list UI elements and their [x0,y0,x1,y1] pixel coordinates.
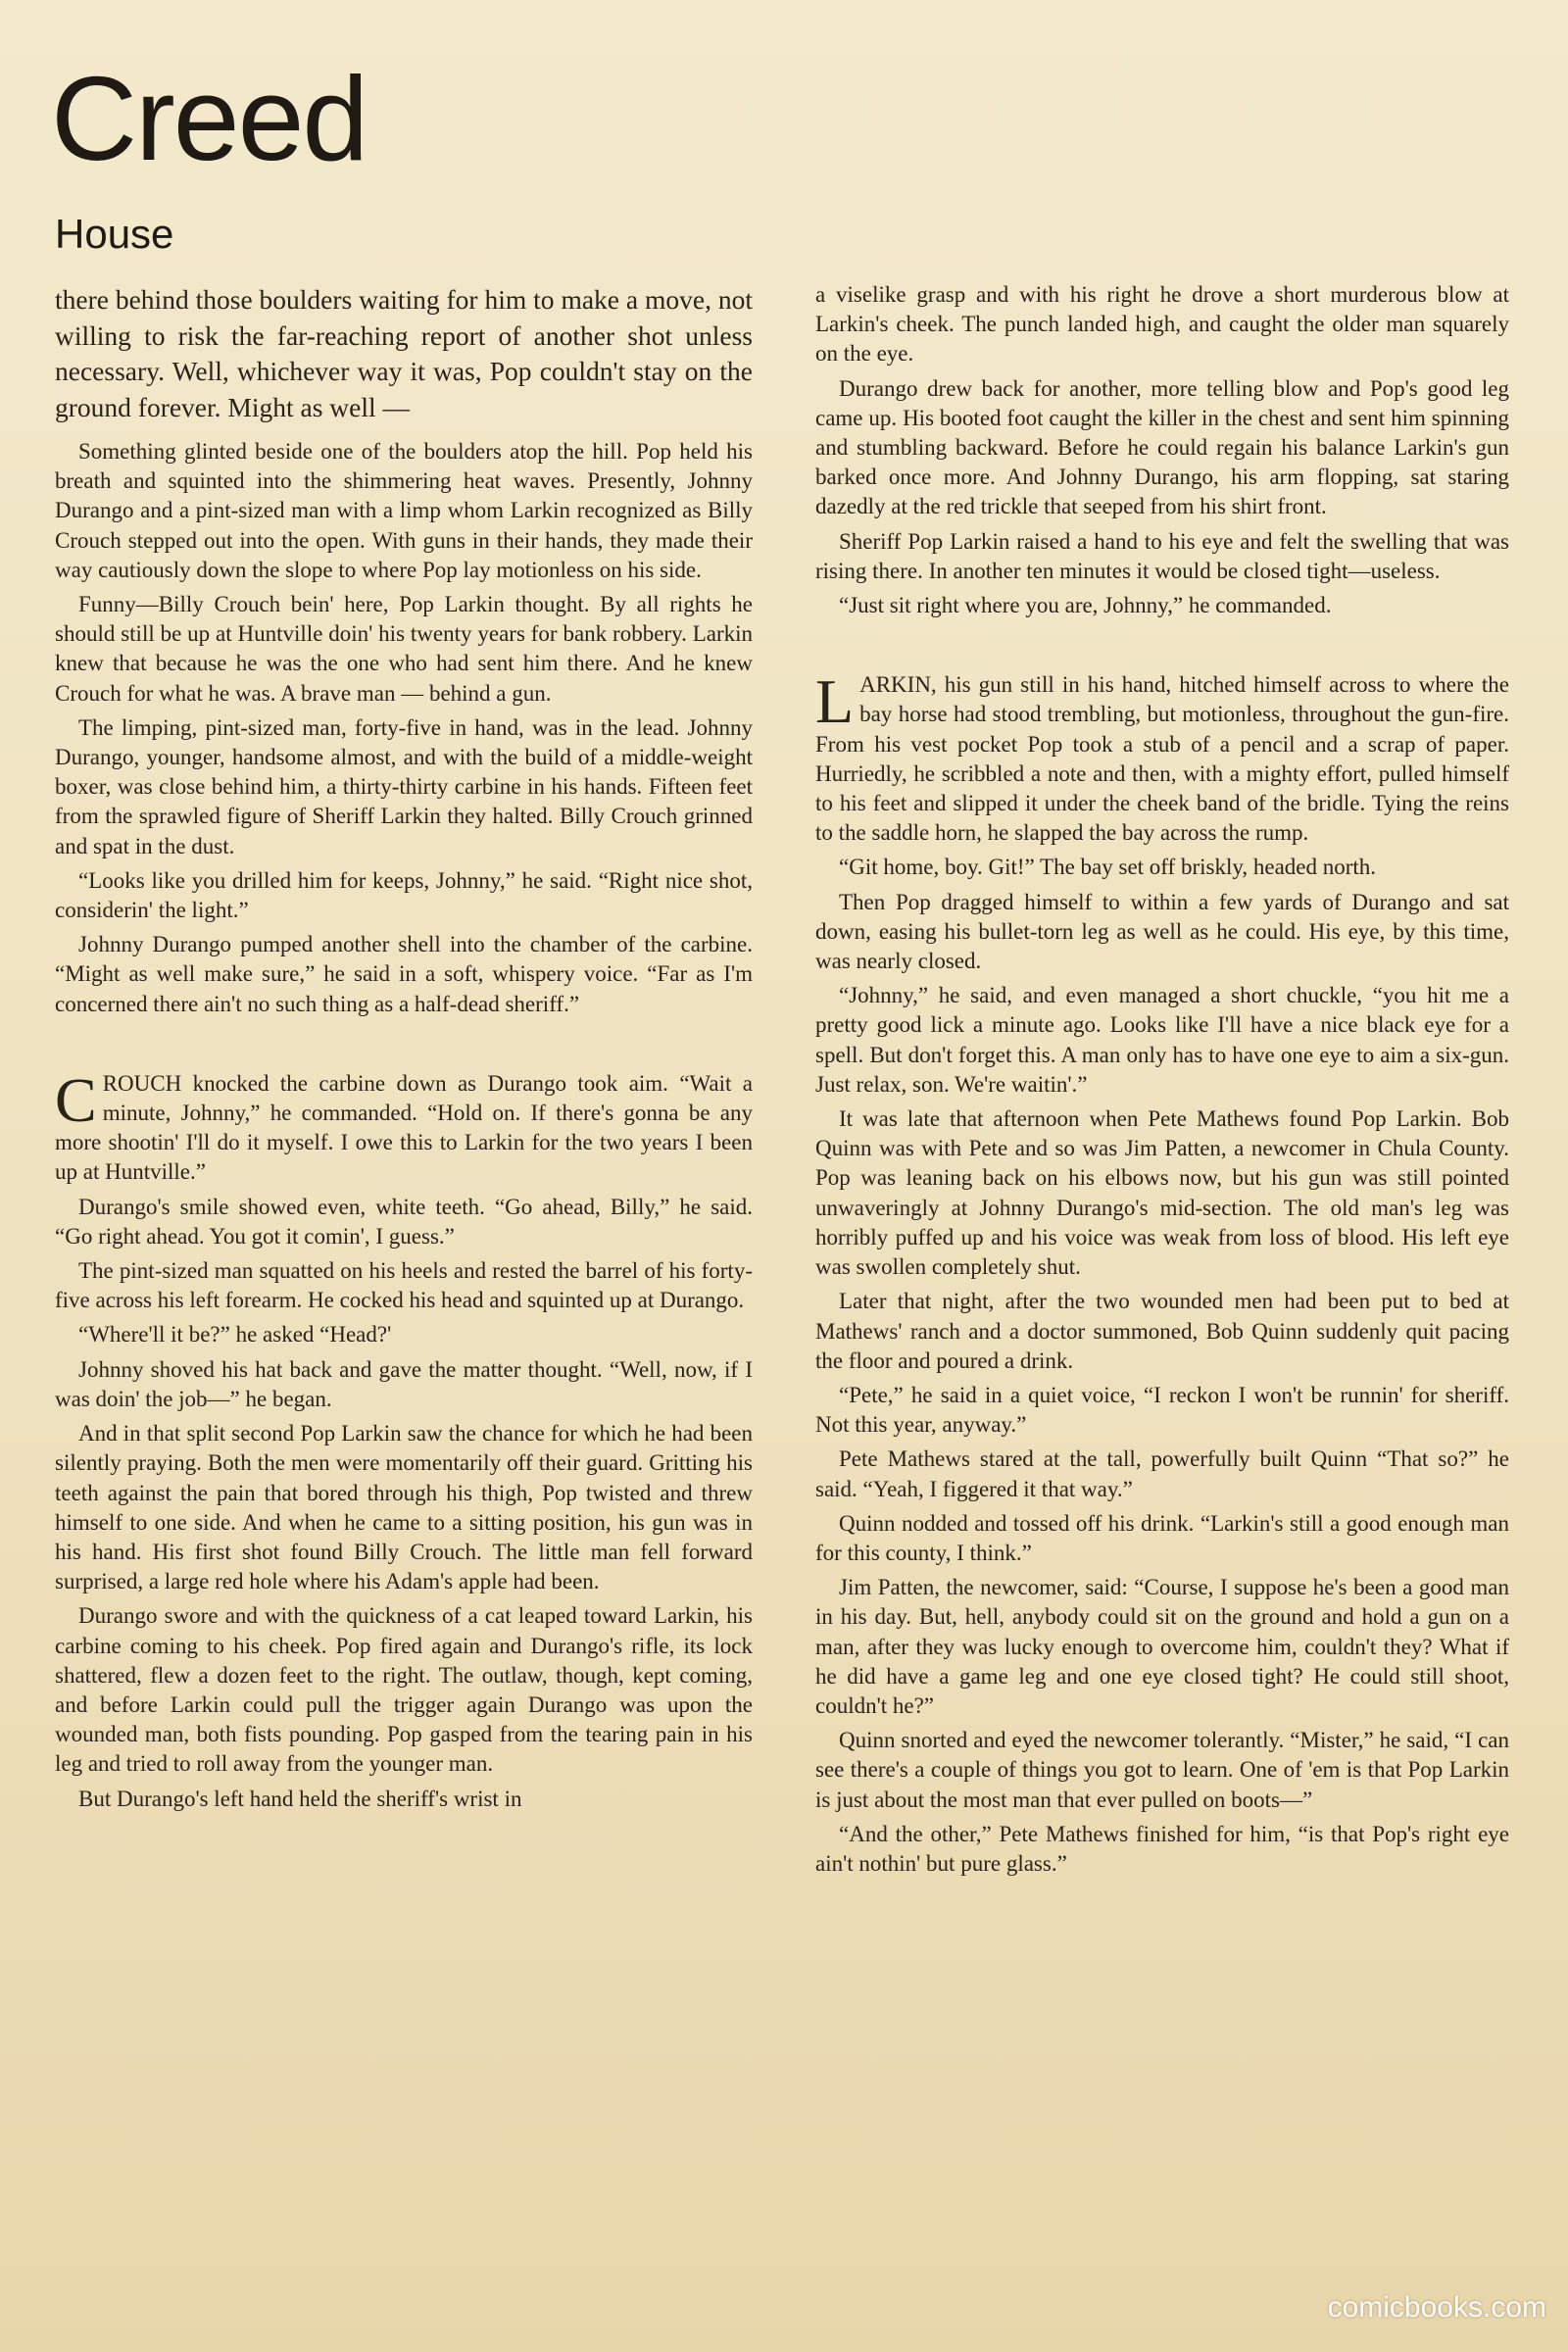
paragraph: “Just sit right where you are, Johnny,” he commanded. [839,593,1332,618]
paragraph: Funny—Billy Crouch bein' here, Pop Larkin thought. By all rights he should still be up at Huntville doin' his twenty years for bank robbery. Larkin knew that because he was the one who had sent him there. And he knew Crouch for what he was. A brave man — behind a gun. [55,592,753,706]
paragraph: The limping, pint-sized man, forty-five in hand, was in the lead. Johnny Durango, younger, handsome almost, and with the build of a middle-weight boxer, was close behind him, a thirty-thirty carbine in his hands. Fifteen feet from the sprawled figure of Sheriff Larkin they halted. Billy Crouch grinned and spat in the dust. [55,714,753,858]
paragraph: Durango drew back for another, more telling blow and Pop's good leg came up. His booted foot caught the killer in the chest and sent him spinning and stumbling backward. Before he could regain his balance Larkin's gun barked once more. And Johnny Durango, his arm flopping, sat staring dazedly at the red trickle that seeped from his shirt front. [815,375,1509,519]
paragraph: “And the other,” Pete Mathews finished for him, “is that Pop's right eye ain't nothin' but pure glass.” [815,1821,1509,1876]
paragraph: Durango's smile showed even, white teeth. “Go ahead, Billy,” he said. “Go right ahead. You got it comin', I guess.” [55,1194,753,1249]
paragraph: It was late that afternoon when Pete Mathews found Pop Larkin. Bob Quinn was with Pete and so was Jim Patten, a newcomer in Chula County. Pop was leaning back on his elbows now, but his gun was still pointed unwaveringly at Johnny Durango's mid-section. The old man's leg was horribly puffed up and his voice was weak from loss of blood. His left eye was swollen completely shut. [815,1106,1509,1280]
left-text-column [55,282,753,1819]
paragraph: But Durango's left hand held the sheriff's wrist in [78,1786,522,1811]
section-break [815,625,1509,670]
paragraph: Quinn nodded and tossed off his drink. “Larkin's still a good enough man for this county, I think.” [815,1510,1509,1565]
paragraph: there behind those boulders waiting for him to make a move, not willing to risk the far-reaching report of another shot unless necessary. Well, whichever way it was, Pop couldn't stay on the ground forever. Might as well — [55,284,753,422]
paragraph: “Looks like you drilled him for keeps, Johnny,” he said. “Right nice shot, considerin' the light.” [55,867,753,923]
paragraph: Something glinted beside one of the boulders atop the hill. Pop held his breath and squinted into the shimmering heat waves. Presently, Johnny Durango and a pint-sized man with a limp whom Larkin recognized as Billy Crouch stepped out into the open. With guns in their hands, they made their way cautiously down the slope to where Pop lay motionless on his side. [55,439,753,582]
section-break [55,1024,753,1069]
paragraph: And in that split second Pop Larkin saw the chance for which he had been silently praying. Both the men were momentarily off their guard. Gritting his teeth against the pain that bored through his thigh, Pop twisted and threw himself to one side. And when he came to a sitting position, his gun was in his hand. His first shot found Billy Crouch. The little man fell forward surprised, a large red hole where his Adam's apple had been. [55,1421,753,1594]
paragraph: CROUCH knocked the carbine down as Durango took aim. “Wait a minute, Johnny,” he commanded. “Hold on. If there's gonna be any more shootin' I'll do it myself. I owe this to Larkin for the two years I been up at Huntville.” [55,1064,753,1185]
paragraph: Durango swore and with the quickness of a cat leaped toward Larkin, his carbine coming to his cheek. Pop fired again and Durango's rifle, its lock shattered, flew a dozen feet to the right. The outlaw, though, kept coming, and before Larkin could pull the trigger again Durango was upon the wounded man, both fists pounding. Pop gasped from the tearing pain in his leg and tried to roll away from the younger man. [55,1603,753,1777]
paragraph: “Johnny,” he said, and even managed a short chuckle, “you hit me a pretty good lick a minute ago. Looks like I'll have a nice black eye for a spell. But don't forget this. A man only has to have one eye to aim a six-gun. Just relax, son. We're waitin'.” [815,983,1509,1097]
paragraph: Pete Mathews stared at the tall, powerfully built Quinn “That so?” he said. “Yeah, I figgered it that way.” [815,1446,1509,1501]
paragraph: Johnny Durango pumped another shell into the chamber of the carbine. “Might as well make sure,” he said in a soft, whispery voice. “Far as I'm concerned there ain't no such thing as a half-dead sheriff.” [55,932,753,1016]
paragraph: “Git home, boy. Git!” The bay set off briskly, headed north. [839,855,1377,880]
paragraph: “Where'll it be?” he asked “Head?' [78,1322,392,1348]
paragraph: Jim Patten, the newcomer, said: “Course, I suppose he's been a good man in his day. But, hell, anybody could sit on the ground and hold a gun on a man, after they was lucky enough to overcome him, couldn't they? What if he did have a game leg and one eye closed tight? He could still shoot, couldn't he?” [815,1575,1509,1718]
paragraph: The pint-sized man squatted on his heels and rested the barrel of his forty-five across his left forearm. He cocked his head and squinted up at Durango. [55,1258,753,1313]
story-title: Creed [51,52,368,185]
watermark: comicbooks.com [1327,2291,1546,2324]
paragraph: a viselike grasp and with his right he drove a short murderous blow at Larkin's cheek. The punch landed high, and caught the older man squarely on the eye. [815,282,1509,367]
paragraph: “Pete,” he said in a quiet voice, “I reckon I won't be runnin' for sheriff. Not this year, anyway.” [815,1382,1509,1438]
paragraph: Later that night, after the two wounded men had been put to bed at Mathews' ranch and a doctor summoned, Bob Quinn suddenly quit pacing the floor and poured a drink. [815,1289,1509,1373]
paragraph: Quinn snorted and eyed the newcomer tolerantly. “Mister,” he said, “I can see there's a couple of things you got to learn. One of 'em is that Pop Larkin is just about the most man that ever pulled on boots—” [815,1728,1509,1812]
right-text-column [815,280,1509,1884]
paragraph: Sheriff Pop Larkin raised a hand to his eye and felt the swelling that was rising there. In another ten minutes it would be closed tight—useless. [815,528,1509,583]
paragraph: LARKIN, his gun still in his hand, hitched himself across to where the bay horse had stood trembling, but motionless, throughout the gun-fire. From his vest pocket Pop took a stub of a pencil and a scrap of paper. Hurriedly, he scribbled a note and then, with a mighty effort, pulled himself to his feet and slipped it under the cheek band of the bridle. Tying the reins to the saddle horn, he slapped the bay across the rump. [815,666,1509,846]
story-author: House [55,211,174,257]
paragraph: Johnny shoved his hat back and gave the matter thought. “Well, now, if I was doin' the job—” he began. [55,1356,753,1411]
paragraph: Then Pop dragged himself to within a few yards of Durango and sat down, easing his bullet-torn leg as well as he could. His eye, by this time, was nearly closed. [815,889,1509,974]
